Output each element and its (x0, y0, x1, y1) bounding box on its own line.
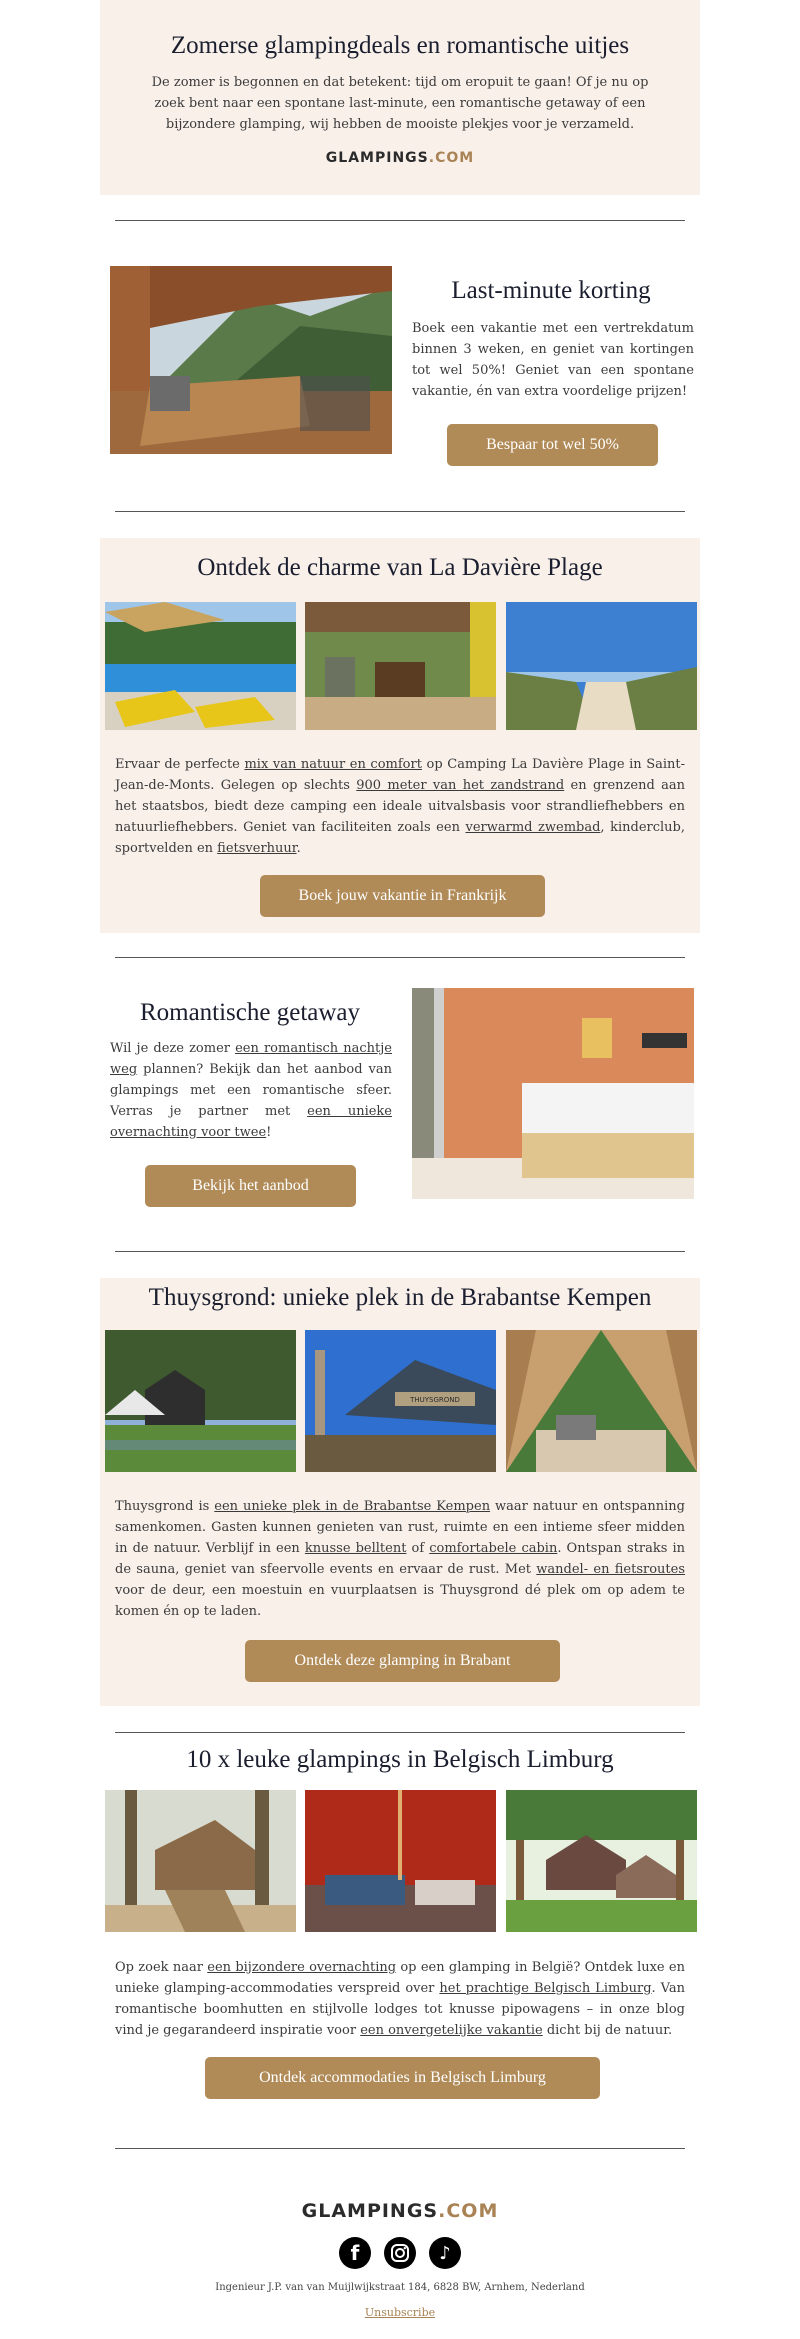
link-belltent[interactable]: knusse belltent (304, 1541, 407, 1556)
limburg-button[interactable]: Ontdek accommodaties in Belgisch Limburg (205, 2057, 600, 2099)
last-minute-text: Boek een vakantie met een vertrekdatum binnen 3 weken, en geniet van kortingen tot wel 50%! Geniet van een spontane vakantie, én van extra voordelige prijzen! (412, 321, 694, 399)
tent-sign-image[interactable] (305, 1330, 496, 1472)
footer-logo[interactable] (100, 2200, 700, 2222)
divider (115, 957, 685, 958)
limburg-title: 10 x leuke glampings in Belgisch Limburg (186, 1746, 614, 1773)
thuysgrond-sign: THUYSGROND (410, 1396, 460, 1404)
pool-image[interactable] (105, 602, 296, 730)
treehouse-image[interactable] (105, 1790, 296, 1932)
limburg-text: Op zoek naar een bijzondere overnachting op een glamping in België? Ontdek luxe en unieke glamping-accommodaties verspreid over het prachtige Belgisch Limburg. Van romantische boomhutten en stijlvolle lodges tot knusse pipowagens – in onze blog vind je gegarandeerd inspiratie voor een onvergetelijke vakantie dicht bij de natuur. (115, 1960, 686, 2038)
link-natuur-comfort[interactable]: mix van natuur en comfort (244, 757, 422, 772)
instagram-icon[interactable] (384, 2237, 416, 2269)
brabant-button[interactable]: Ontdek deze glamping in Brabant (245, 1640, 560, 1682)
lodges-image[interactable] (506, 1790, 697, 1932)
link-zwembad[interactable]: verwarmd zwembad (465, 820, 601, 835)
divider (115, 1732, 685, 1733)
belltent-image[interactable] (506, 1330, 697, 1472)
header-logo[interactable] (100, 150, 700, 166)
last-minute-title: Last-minute korting (451, 277, 651, 304)
la-daviere-text: Ervaar de perfecte mix van natuur en comfort op Camping La Davière Plage in Saint-Jean-de-Monts. Gelegen op slechts 900 meter van het zandstrand en grenzend aan het staatsbos, biedt deze camping een ideale uitvalsbasis voor strandliefhebbers en natuurliefhebbers. Geniet van faciliteiten zoals een verwarmd zwembad, kinderclub, sportvelden en fietsverhuur. (115, 757, 685, 856)
link-brabantse-kempen[interactable]: een unieke plek in de Brabantse Kempen (214, 1499, 491, 1514)
logo-text: GLAMPINGS (301, 2200, 439, 2222)
link-routes[interactable]: wandel- en fietsroutes (536, 1562, 685, 1577)
frankrijk-button[interactable]: Boek jouw vakantie in Frankrijk (260, 875, 545, 917)
facebook-icon[interactable]: f (339, 2237, 371, 2269)
link-cabin[interactable]: comfortabele cabin (429, 1541, 558, 1556)
footer-address: Ingenieur J.P. van van Muijlwijkstraat 184, 6828 BW, Arnhem, Nederland (215, 2282, 585, 2293)
logo-text: GLAMPINGS (325, 150, 429, 166)
terrace-image[interactable] (305, 602, 496, 730)
divider (115, 220, 685, 221)
dunes-image[interactable] (506, 602, 697, 730)
red-tent-image[interactable] (305, 1790, 496, 1932)
header-intro: De zomer is begonnen en dat betekent: tijd om eropuit te gaan! Of je nu op zoek bent naar een spontane last-minute, een romantische getaway of een bijzondere glamping, wij hebben de mooiste plekjes voor je verzameld. (151, 75, 649, 132)
unsubscribe-link[interactable]: Unsubscribe (364, 2306, 436, 2319)
thuysgrond-title: Thuysgrond: unieke plek in de Brabantse Kempen (148, 1284, 652, 1311)
romantic-title: Romantische getaway (139, 999, 361, 1026)
link-bijzondere-overnachting[interactable]: een bijzondere overnachting (207, 1960, 397, 1975)
divider (115, 1251, 685, 1252)
logo-tld: .COM (438, 2200, 499, 2222)
romantic-text: Wil je deze zomer een romantisch nachtje weg plannen? Bekijk dan het aanbod van glampings met een romantische sfeer. Verras je partner met een unieke overnachting voor twee! (110, 1041, 392, 1140)
logo-tld: .COM (428, 150, 475, 166)
last-minute-button[interactable]: Bespaar tot wel 50% (447, 424, 658, 466)
link-onvergetelijke-vakantie[interactable]: een onvergetelijke vakantie (360, 2023, 543, 2038)
aanbod-button[interactable]: Bekijk het aanbod (145, 1165, 356, 1207)
la-daviere-title: Ontdek de charme van La Davière Plage (197, 554, 603, 581)
link-zandstrand[interactable]: 900 meter van het zandstrand (356, 778, 565, 793)
la-daviere-section (100, 538, 700, 933)
page-title: Zomerse glampingdeals en romantische uitjes (170, 32, 630, 59)
link-fietsverhuur[interactable]: fietsverhuur (217, 841, 297, 856)
link-belgisch-limburg[interactable]: het prachtige Belgisch Limburg (439, 1981, 652, 1996)
header-section (100, 0, 700, 195)
cabin-image[interactable] (105, 1330, 296, 1472)
divider (115, 2148, 685, 2149)
tiktok-icon[interactable]: ♪ (429, 2237, 461, 2269)
divider (115, 511, 685, 512)
thuysgrond-section (100, 1278, 700, 1706)
bedroom-image[interactable] (412, 988, 694, 1199)
last-minute-image[interactable] (110, 266, 392, 454)
link-romantisch-nachtje[interactable]: een romantisch nachtje weg (110, 1041, 392, 1077)
link-unieke-overnachting[interactable]: een unieke overnachting voor twee (110, 1104, 392, 1140)
thuysgrond-text: Thuysgrond is een unieke plek in de Brabantse Kempen waar natuur en ontspanning samenkomen. Gasten kunnen genieten van rust, ruimte en een intieme sfeer midden in de natuur. Verblijf in een knusse belltent of comfortabele cabin. Ontspan straks in de sauna, geniet van sfeervolle events en ervaar de rust. Met wandel- en fietsroutes voor de deur, een moestuin en vuurplaatsen is Thuysgrond dé plek om op adem te komen én op te laden. (115, 1499, 686, 1619)
